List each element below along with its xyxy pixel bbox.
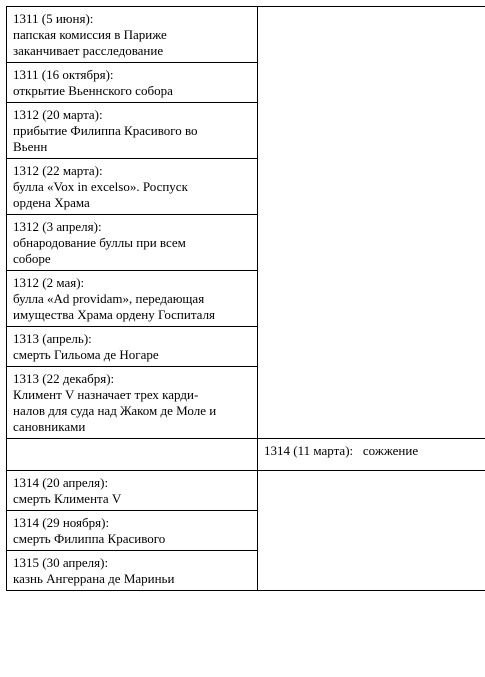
event-text: смерть Климента V	[13, 491, 122, 506]
table-cell	[7, 511, 258, 551]
event-date: 1314 (11 марта):	[264, 443, 354, 458]
table-row	[7, 471, 485, 511]
table-cell	[7, 215, 258, 271]
event-date: 1312 (22 марта):	[13, 163, 103, 178]
event-text: открытие Вьеннского собора	[13, 83, 173, 98]
event-text: булла «Vox in excelso». Роспуск ордена Храма	[13, 179, 188, 210]
event-date: 1315 (30 апреля):	[13, 555, 109, 570]
event-text: смерть Гильома де Ногаре	[13, 347, 159, 362]
event-text: казнь Ангеррана де Мариньи	[13, 571, 175, 586]
event-date: 1312 (3 апреля):	[13, 219, 102, 234]
chronology-table	[6, 6, 485, 591]
table-row	[7, 7, 485, 63]
table-cell	[258, 439, 485, 471]
table-cell	[7, 551, 258, 591]
event-date: 1313 (апрель):	[13, 331, 92, 346]
empty-right-cell	[258, 471, 485, 591]
event-text: булла «Ad providam», передающая имущества Храма ордену Госпиталя	[13, 291, 216, 322]
event-date: 1314 (20 апреля):	[13, 475, 109, 490]
table-cell	[7, 327, 258, 367]
table-cell	[7, 271, 258, 327]
empty-right-cell	[258, 7, 485, 439]
event-date: 1311 (16 октября):	[13, 67, 114, 82]
event-date: 1313 (22 декабря):	[13, 371, 115, 386]
table-cell	[7, 367, 258, 439]
event-text: обнародование буллы при всем соборе	[13, 235, 186, 266]
event-text: папская комиссия в Париже заканчивает расследование	[13, 27, 167, 58]
empty-left-cell	[7, 439, 258, 471]
event-text: прибытие Филиппа Красивого во Вьенн	[13, 123, 198, 154]
table-cell	[7, 63, 258, 103]
table-cell	[7, 159, 258, 215]
table-cell	[7, 7, 258, 63]
event-date: 1312 (2 мая):	[13, 275, 85, 290]
table-cell	[7, 471, 258, 511]
table-row-middle	[7, 439, 485, 471]
event-text: смерть Филиппа Красивого	[13, 531, 166, 546]
event-text: сожжение	[362, 443, 419, 458]
event-date: 1314 (29 ноября):	[13, 515, 110, 530]
event-text: Климент V назначает трех карди- налов для суда над Жаком де Моле и сановниками	[13, 387, 217, 434]
event-date: 1311 (5 июня):	[13, 11, 94, 26]
table-cell	[7, 103, 258, 159]
event-date: 1312 (20 марта):	[13, 107, 103, 122]
